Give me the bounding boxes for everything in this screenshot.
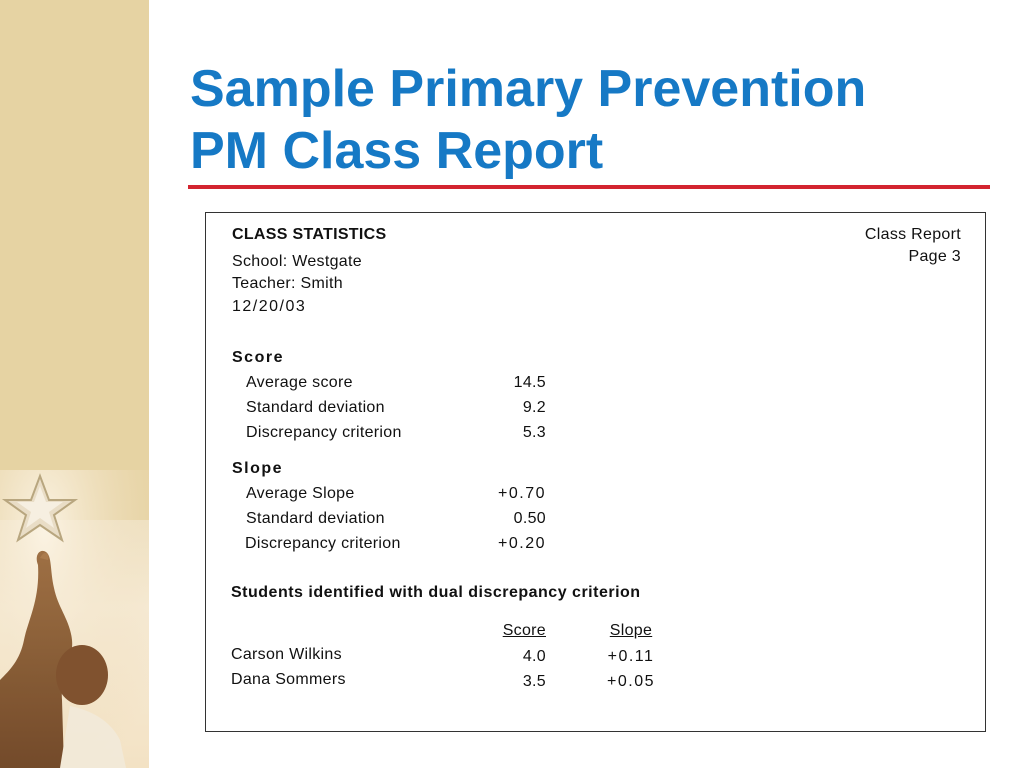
student-name: Dana Sommers: [231, 671, 346, 688]
report-label: Class Report: [864, 226, 961, 243]
score-row-value: 9.2: [522, 399, 546, 416]
score-column-header: Score: [502, 622, 546, 639]
score-row-label: Average score: [246, 374, 353, 391]
report-heading: CLASS STATISTICS: [232, 226, 387, 243]
slope-row-label: Standard deviation: [246, 510, 385, 527]
score-row-value: 14.5: [513, 374, 546, 391]
slope-row-label: Average Slope: [246, 485, 355, 502]
title-line-1: Sample Primary Prevention: [190, 60, 867, 118]
score-row-label: Discrepancy criterion: [246, 424, 402, 441]
class-report-panel: [205, 212, 986, 732]
score-section-heading: Score: [232, 349, 284, 366]
score-row-label: Standard deviation: [246, 399, 385, 416]
page-title: [190, 58, 866, 182]
side-photo-decoration: [0, 470, 200, 768]
school-label: School: Westgate: [232, 253, 362, 270]
slope-row-label: Discrepancy criterion: [245, 535, 401, 552]
slope-column-header: Slope: [609, 622, 653, 639]
report-date: 12/20/03: [232, 298, 307, 315]
slope-row-value: +0.70: [498, 485, 546, 502]
student-name: Carson Wilkins: [231, 646, 342, 663]
student-score: 3.5: [522, 673, 546, 690]
students-heading: Students identified with dual discrepancy criterion: [231, 584, 641, 601]
slope-row-value: +0.20: [498, 535, 546, 552]
title-divider: [188, 185, 990, 189]
student-slope: +0.11: [607, 648, 655, 665]
slope-section-heading: Slope: [232, 460, 284, 477]
score-row-value: 5.3: [522, 424, 546, 441]
slope-row-value: 0.50: [513, 510, 546, 527]
student-slope: +0.05: [607, 673, 655, 690]
student-score: 4.0: [522, 648, 546, 665]
teacher-label: Teacher: Smith: [232, 275, 343, 292]
page-label: Page 3: [908, 248, 961, 265]
title-line-2: PM Class Report: [190, 122, 604, 180]
